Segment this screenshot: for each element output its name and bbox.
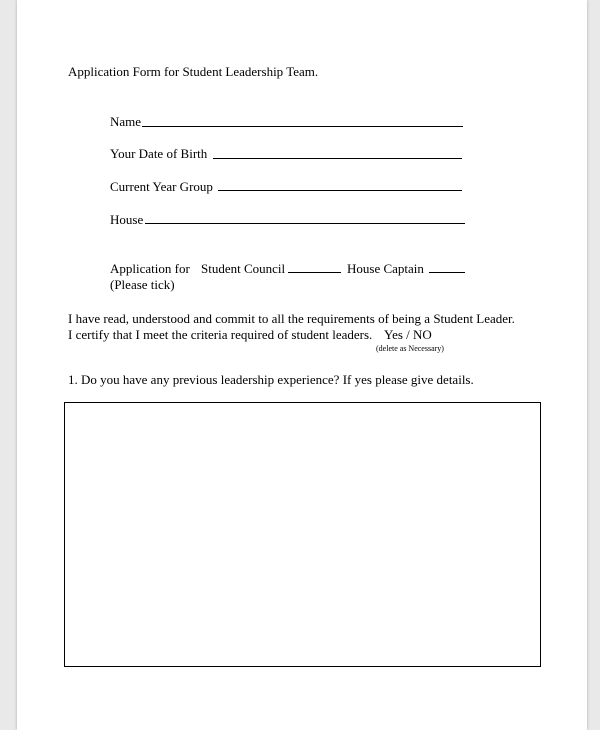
student-council-tick-line[interactable] (288, 272, 341, 273)
delete-as-necessary-note: (delete as Necessary) (376, 344, 444, 353)
document-page (17, 0, 587, 730)
year-group-input-line[interactable] (218, 190, 462, 191)
dob-label: Your Date of Birth (110, 146, 208, 161)
please-tick-note: (Please tick) (110, 277, 175, 292)
question-1: 1. Do you have any previous leadership experience? If yes please give details. (68, 372, 474, 387)
house-input-line[interactable] (145, 223, 465, 224)
name-label: Name (110, 114, 142, 129)
dob-input-line[interactable] (213, 158, 462, 159)
name-input-line[interactable] (142, 126, 463, 127)
declaration-line-2: I certify that I meet the criteria required of student leaders. (68, 327, 373, 342)
house-captain-tick-line[interactable] (429, 272, 465, 273)
leadership-experience-answer-box[interactable] (64, 402, 541, 667)
yes-no-option[interactable]: Yes / NO (384, 327, 432, 342)
form-title: Application Form for Student Leadership Team. (68, 64, 319, 79)
house-captain-label: House Captain (347, 261, 424, 276)
application-for-label: Application for (110, 261, 190, 276)
year-group-label: Current Year Group (110, 179, 213, 194)
student-council-label: Student Council (201, 261, 286, 276)
declaration-line-1: I have read, understood and commit to all the requirements of being a Student Leader. (68, 311, 515, 326)
house-label: House (110, 212, 144, 227)
